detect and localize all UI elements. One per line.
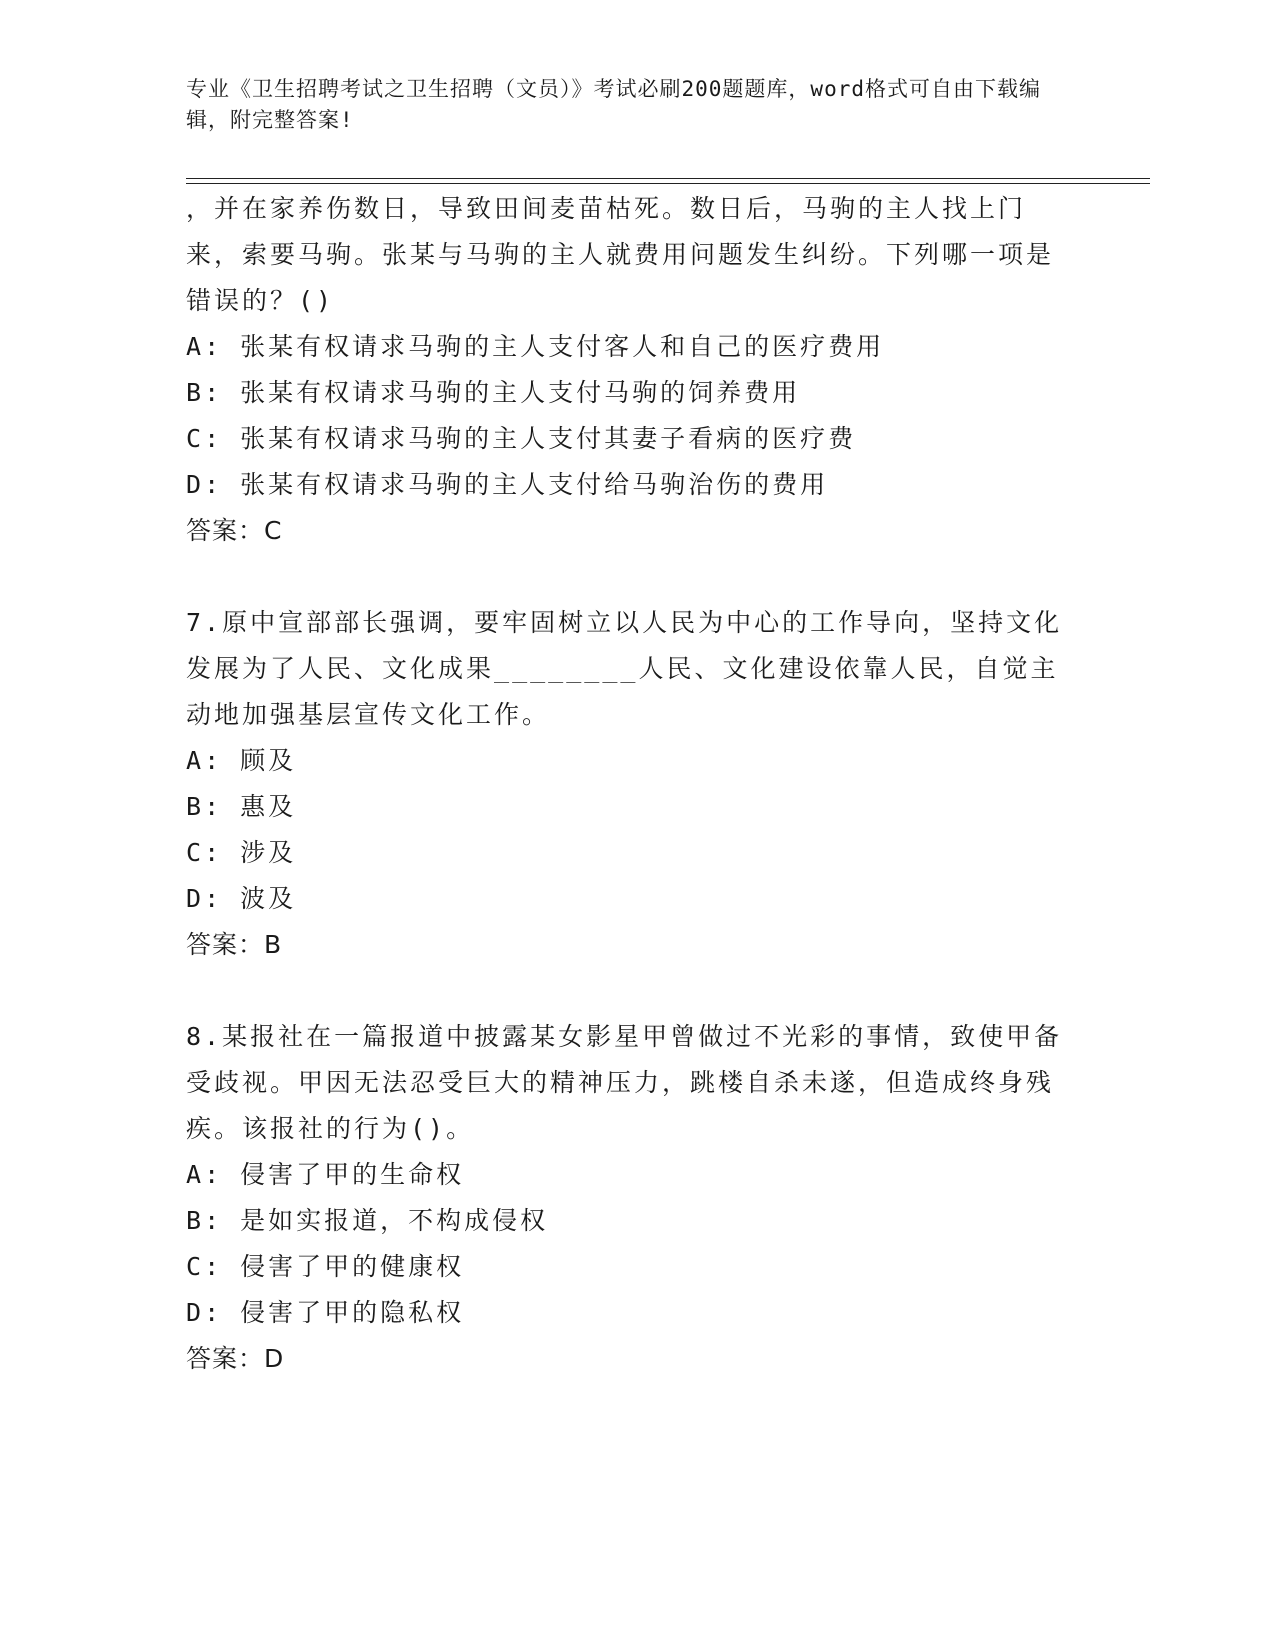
option-separator: : [204,470,241,499]
option-text: 张某有权请求马驹的主人支付客人和自己的医疗费用 [240,332,885,361]
option-text: 张某有权请求马驹的主人支付给马驹治伤的费用 [240,470,829,499]
question-list [186,186,1066,1382]
option-key: D [186,884,205,913]
question-8 [186,1014,1066,1382]
option-text: 涉及 [240,838,297,867]
option-separator: : [204,424,241,453]
option-key: D [186,470,205,499]
option-separator: : [204,746,241,775]
option-separator: : [204,1252,241,1281]
option-c [186,1244,1066,1290]
answer-label: 答案：C [186,516,283,545]
option-key: D [186,1298,205,1327]
option-key: C [186,424,205,453]
option-a [186,1152,1066,1198]
option-key: B [186,378,205,407]
option-separator: : [204,1160,241,1189]
option-a [186,738,1066,784]
option-separator: : [204,792,241,821]
question-6 [186,186,1066,554]
stem-before-blank: 7.原中宣部部长强调，要牢固树立以人民为中心的工作导向，坚持文化发展为了人民、文化成果 [186,608,1063,683]
option-key: A [186,1160,205,1189]
option-text: 侵害了甲的健康权 [240,1252,465,1281]
option-text: 惠及 [240,792,297,821]
option-d [186,1290,1066,1336]
option-b [186,784,1066,830]
answer-label: 答案：D [186,1344,285,1373]
spacer [186,968,1066,1014]
answer-label: 答案：B [186,930,283,959]
option-key: A [186,746,205,775]
question-stem: 8.某报社在一篇报道中披露某女影星甲曾做过不光彩的事情，致使甲备受歧视。甲因无法忍受巨大的精神压力，跳楼自杀未遂，但造成终身残疾。该报社的行为()。 [186,1022,1063,1143]
option-a [186,324,1066,370]
question-stem [186,600,1066,738]
option-c [186,830,1066,876]
option-key: B [186,792,205,821]
option-b [186,1198,1066,1244]
option-d [186,876,1066,922]
option-d [186,462,1066,508]
spacer [186,554,1066,600]
header-divider-top [186,178,1150,179]
fill-in-blank: ________ [494,654,639,683]
question-7 [186,600,1066,968]
option-separator: : [204,332,241,361]
option-text: 是如实报道，不构成侵权 [240,1206,549,1235]
option-text: 波及 [240,884,297,913]
stem-after-blank: 人民、文化建设依靠人民，自觉主动地加强基层宣传文化工作。 [186,654,1059,729]
option-key: A [186,332,205,361]
option-text: 张某有权请求马驹的主人支付其妻子看病的医疗费 [240,424,857,453]
option-separator: : [204,378,241,407]
option-key: B [186,1206,205,1235]
option-separator: : [204,838,241,867]
option-c [186,416,1066,462]
option-b [186,370,1066,416]
option-separator: : [204,1206,241,1235]
header-divider-bottom [186,183,1150,184]
option-key: C [186,1252,205,1281]
question-stem: ，并在家养伤数日，导致田间麦苗枯死。数日后，马驹的主人找上门来，索要马驹。张某与马驹的主人就费用问题发生纠纷。下列哪一项是错误的？() [186,194,1055,315]
document-header-title: 专业《卫生招聘考试之卫生招聘（文员）》考试必刷200题题库，word格式可自由下载编辑，附完整答案! [186,77,1041,132]
option-text: 侵害了甲的隐私权 [240,1298,465,1327]
option-text: 侵害了甲的生命权 [240,1160,465,1189]
option-text: 顾及 [240,746,297,775]
option-separator: : [204,884,241,913]
option-text: 张某有权请求马驹的主人支付马驹的饲养费用 [240,378,801,407]
option-key: C [186,838,205,867]
option-separator: : [204,1298,241,1327]
